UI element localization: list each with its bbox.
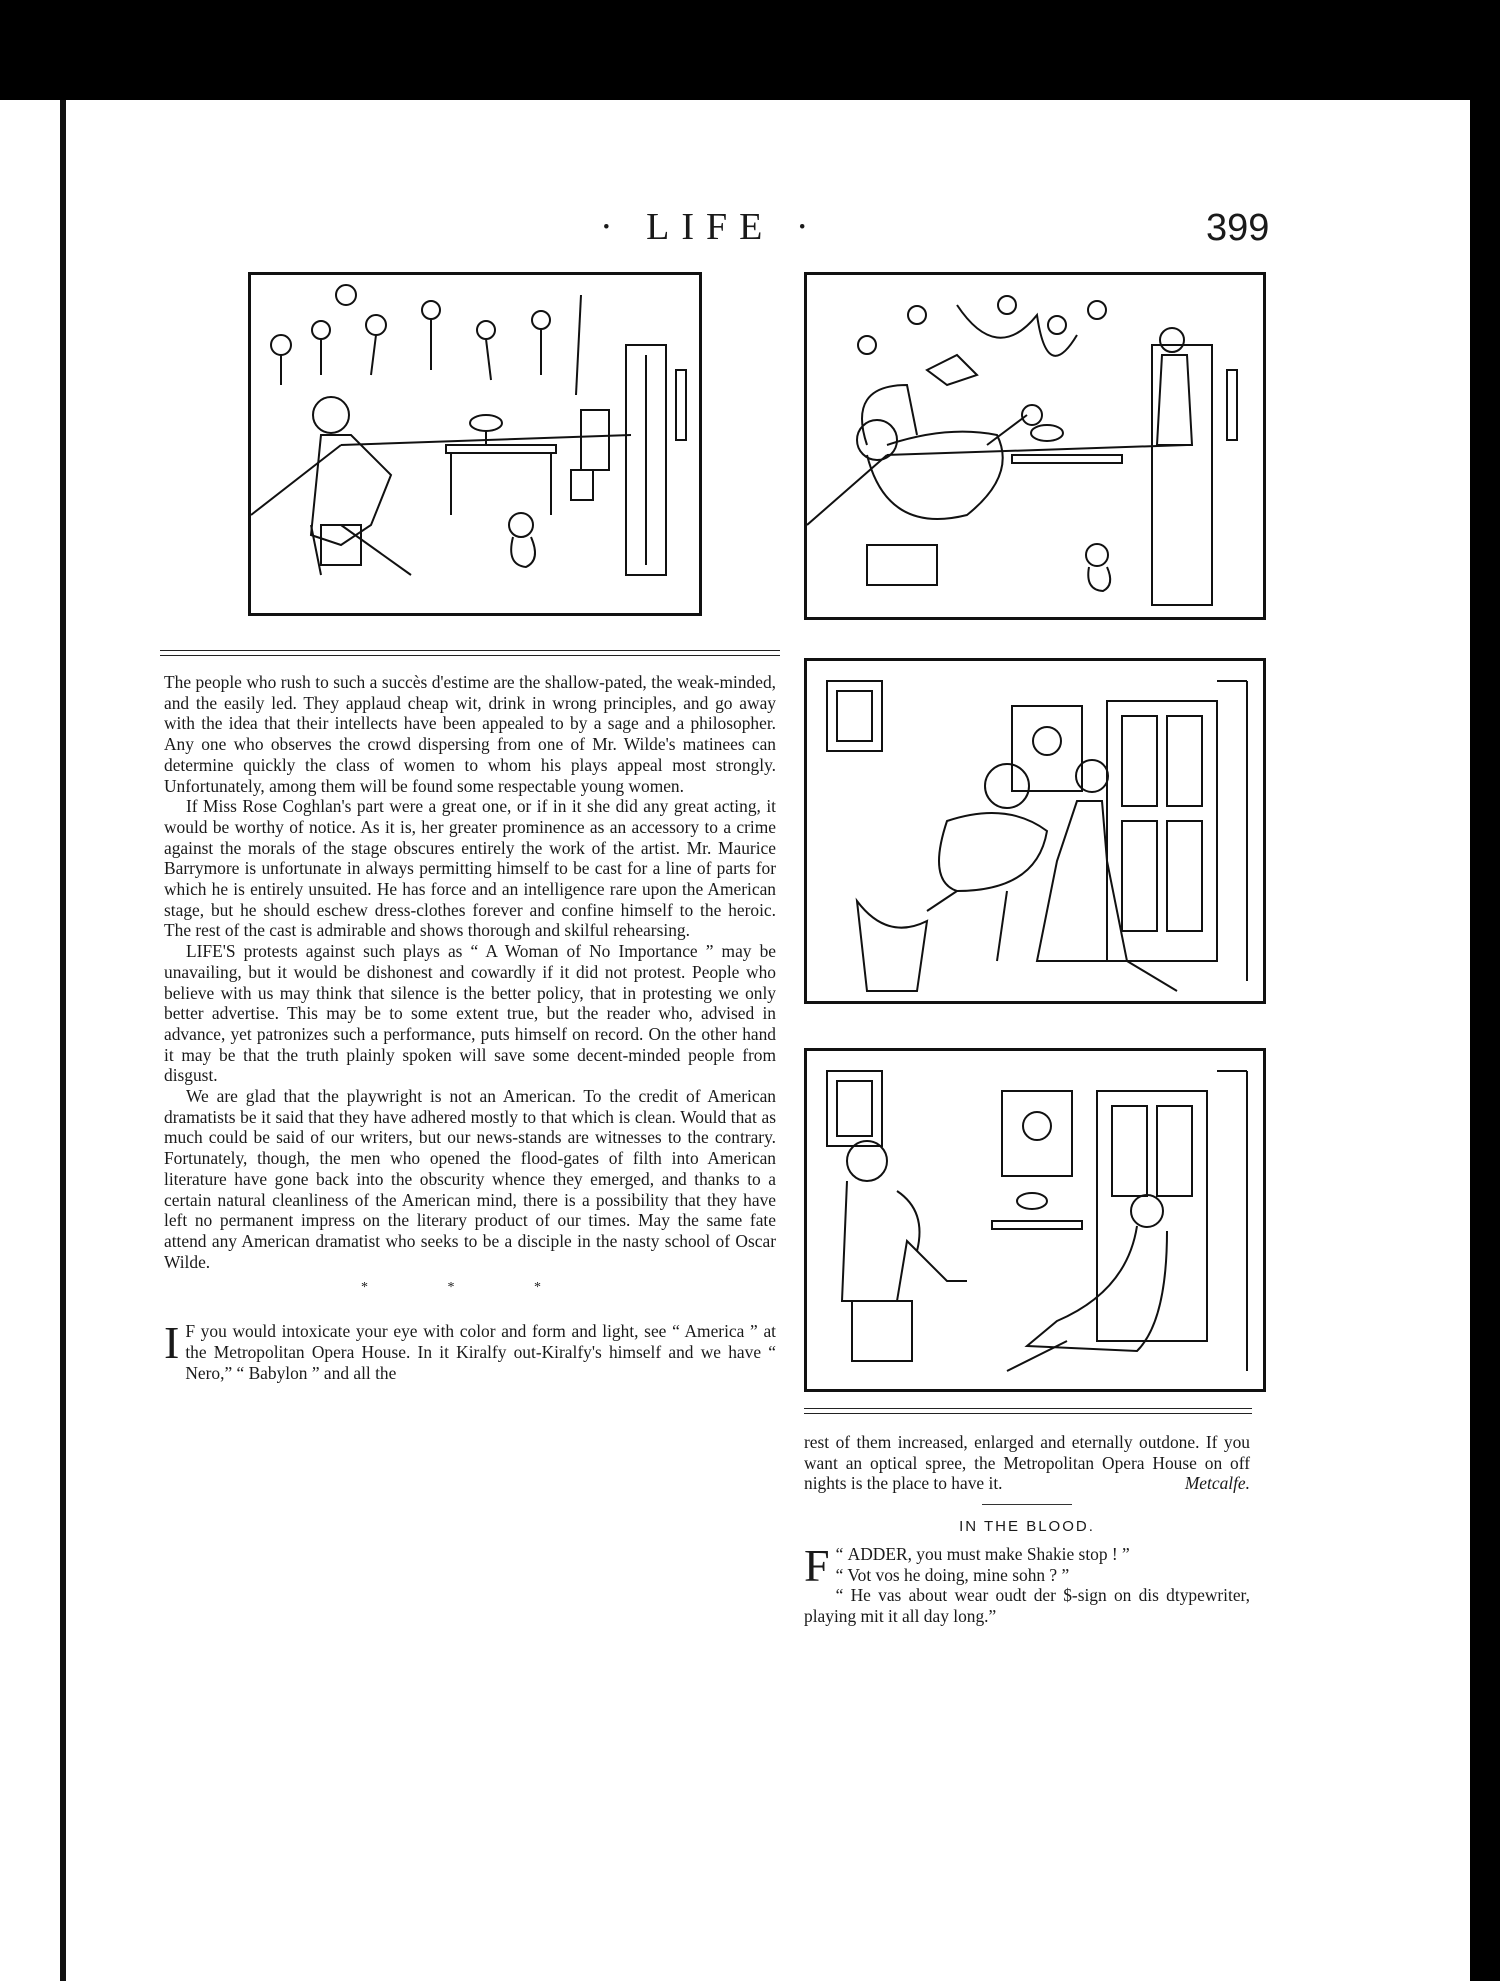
section-rule-right-2 xyxy=(804,1413,1252,1414)
continued-paragraph xyxy=(804,1432,1250,1494)
drop-cap-paragraph-text: F you would intoxicate your eye with color and form and light, see “ America ” at the Metropolitan Opera House. In it Kiralfy out-Kiralfy's himself and we have “ Nero,” “ Babylon ” and all the xyxy=(185,1321,776,1383)
page-number: 399 xyxy=(1206,207,1270,249)
section-rule-left xyxy=(160,650,780,651)
article-paragraph: If Miss Rose Coghlan's part were a great one, or if in it she did any great acting, it would be worthy of notice. As it is, her greater prominence as an accessory to a crime against the morals of the stage obscures entirely the work of the artist. Mr. Maurice Barrymore is unfortunate in always permitting himself to be cast for a line of parts for which he is entirely unsuited. He has force and an intelligence rare upon the American stage, but he should eschew dress-clothes forever and confine himself to the heroic. The rest of the cast is admirable and shows thorough and skilful rehearsing. xyxy=(164,796,776,941)
article-paragraph xyxy=(164,1317,776,1383)
joke-line: ADDER, you must make Shakie stop ! ” xyxy=(847,1543,1130,1564)
article-paragraph: The people who rush to such a succès d'estime are the shallow-pated, the weak-minded, and the easily led. They applaud cheap wit, drink in wrong principles, and go away with the idea that their intellects have been appealed to by a sage and a philosopher. Any one who observes the crowd dispersing from one of Mr. Wilde's matinees can determine quickly the class of women to whom his plays appeal most strongly. Unfortunately, among them will be found some respectable young women. xyxy=(164,672,776,796)
section-rule-left-2 xyxy=(160,655,780,656)
drop-cap: F xyxy=(804,1539,830,1591)
section-rule-right xyxy=(804,1408,1252,1409)
joke-paragraph xyxy=(804,1539,1250,1591)
short-divider xyxy=(982,1504,1072,1505)
illustration-both-fallen xyxy=(807,1051,1263,1389)
cartoon-panel-4 xyxy=(804,1048,1266,1392)
illustration-man-startled xyxy=(807,275,1263,617)
continued-text: rest of them increased, enlarged and eternally outdone. If you want an optical spree, the Metropolitan Opera House on off nights is the place to have it. xyxy=(804,1432,1250,1494)
joke-heading: IN THE BLOOD. xyxy=(959,1518,1095,1536)
article-paragraph: We are glad that the playwright is not an American. To the credit of American dramatists be it said that they have adhered mostly to that which is clean. Would that as much could be said of our writers, but our news-stands are witnesses to the contrary. Fortunately, though, the men who opened the flood-gates of filth into American literature have gone back into the obscurity whence they emerged, and thanks to a certain natural cleanliness of the American mind, there is a possibility that they have left no permanent impress on the literary product of our times. May the same fate attend any American dramatist who seeks to be a disciple in the nasty school of Oscar Wilde. xyxy=(164,1086,776,1272)
cartoon-panel-2 xyxy=(804,272,1266,620)
magazine-title: · LIFE · xyxy=(600,206,821,248)
joke-line: “ Vot vos he doing, mine sohn ? ” xyxy=(835,1564,1070,1585)
article-paragraph: LIFE'S protests against such plays as “ A Woman of No Importance ” may be unavailing, but it would be dishonest and cowardly if it did not protest. People who believe with us may think that silence is the better policy, that in protesting we only better advertise. This may be to some extent true, but the reader who, advised in advance, yet patronizes such a performance, puts himself on record. On the other hand it may be that the truth plainly spoken will save some decent-minded people from disgust. xyxy=(164,941,776,1086)
cartoon-panel-3 xyxy=(804,658,1266,1004)
watermark: comicbooks.com xyxy=(1214,1927,1460,1960)
illustration-man-dreaming xyxy=(251,275,699,613)
joke-line: “ He vas about wear oudt der $-sign on dis dtypewriter, playing mit it all day long.” xyxy=(804,1585,1250,1626)
adjacent-page-edge xyxy=(0,100,60,1981)
author-signature: Metcalfe. xyxy=(1184,1473,1250,1494)
opening-quote: “ xyxy=(835,1543,848,1564)
section-stars: * * * xyxy=(361,1280,579,1296)
cartoon-panel-1 xyxy=(248,272,702,616)
right-article-column xyxy=(804,1432,1250,1627)
left-article-column xyxy=(164,672,776,1383)
drop-cap: I xyxy=(164,1317,180,1369)
illustration-man-and-woman xyxy=(807,661,1263,1001)
